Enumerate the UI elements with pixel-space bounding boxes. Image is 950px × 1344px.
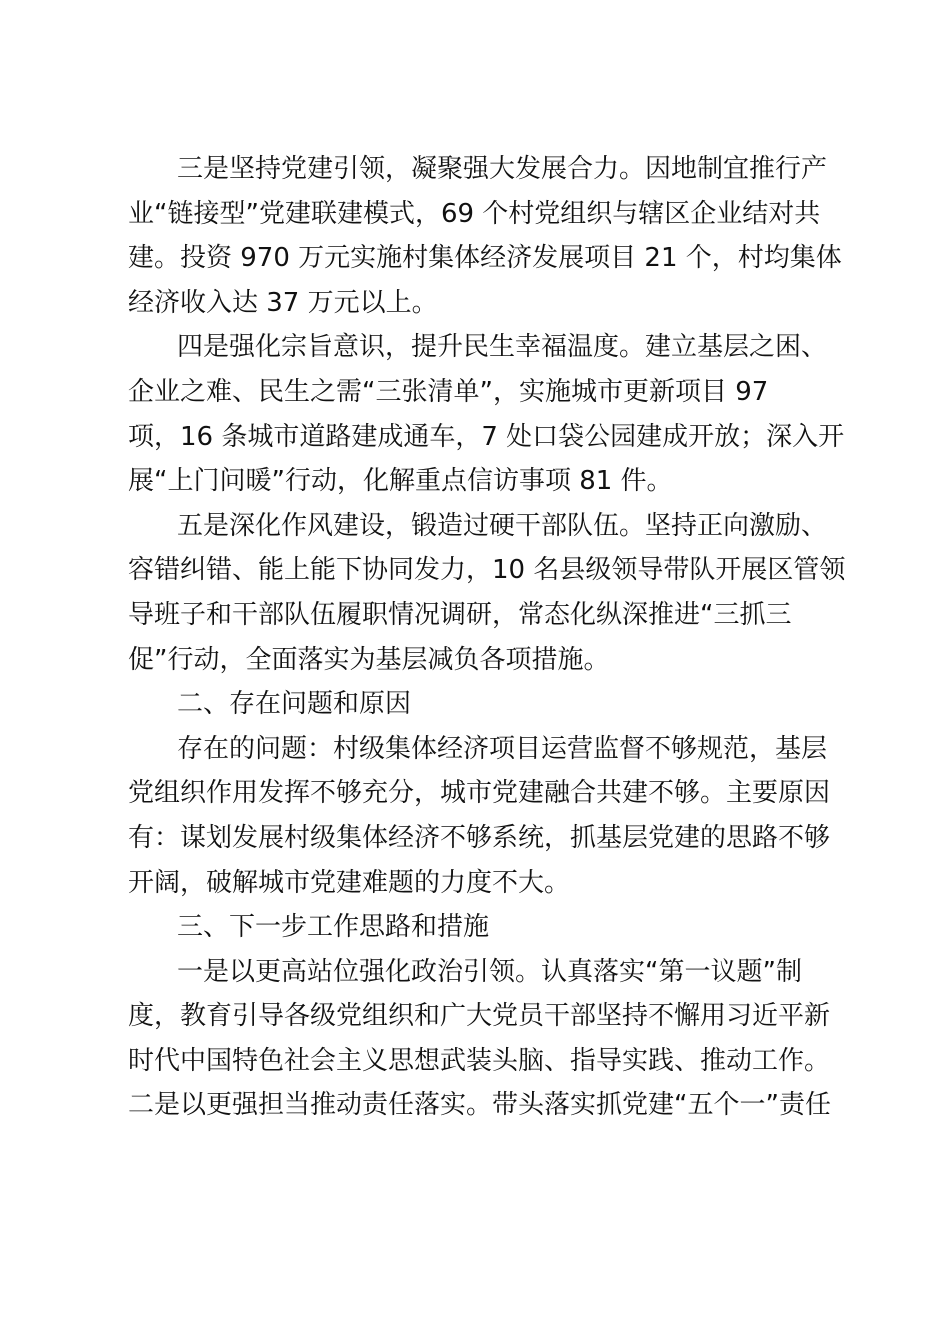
paragraph-line: 四是强化宗旨意识，提升民生幸福温度。建立基层之困、 xyxy=(177,332,828,363)
paragraph-line: 业“链接型”党建联建模式，69 个村党组织与辖区企业结对共 xyxy=(128,198,821,229)
paragraph-line: 容错纠错、能上能下协同发力，10 名县级领导带队开展区管领 xyxy=(128,555,846,586)
document-body xyxy=(128,147,846,1128)
paragraph-line: 有：谋划发展村级集体经济不够系统，抓基层党建的思路不够 xyxy=(128,822,831,853)
section-heading: 二、存在问题和原因 xyxy=(177,689,412,720)
paragraph-line: 促”行动，全面落实为基层减负各项措施。 xyxy=(128,644,610,675)
paragraph-line: 五是深化作风建设，锻造过硬干部队伍。坚持正向激励、 xyxy=(177,510,828,541)
paragraph-line: 经济收入达 37 万元以上。 xyxy=(128,287,438,318)
paragraph-line: 二是以更强担当推动责任落实。带头落实抓党建“五个一”责任 xyxy=(128,1090,831,1121)
paragraph-line: 项，16 条城市道路建成通车，7 处口袋公园建成开放；深入开 xyxy=(128,421,845,452)
paragraph-line: 开阔，破解城市党建难题的力度不大。 xyxy=(128,867,571,898)
paragraph-line: 展“上门问暖”行动，化解重点信访事项 81 件。 xyxy=(128,466,673,497)
paragraph-line: 一是以更高站位强化政治引领。认真落实“第一议题”制 xyxy=(177,956,802,987)
paragraph-line: 导班子和干部队伍履职情况调研，常态化纵深推进“三抓三 xyxy=(128,599,792,630)
paragraph-line: 党组织作用发挥不够充分，城市党建融合共建不够。主要原因 xyxy=(128,778,831,809)
section-heading: 三、下一步工作思路和措施 xyxy=(177,912,490,943)
paragraph-line: 企业之难、民生之需“三张清单”，实施城市更新项目 97 xyxy=(128,376,769,407)
paragraph-line: 建。投资 970 万元实施村集体经济发展项目 21 个，村均集体 xyxy=(128,243,842,274)
paragraph-line: 度，教育引导各级党组织和广大党员干部坚持不懈用习近平新 xyxy=(128,1001,831,1032)
paragraph-line: 三是坚持党建引领，凝聚强大发展合力。因地制宜推行产 xyxy=(177,154,828,184)
paragraph-line: 时代中国特色社会主义思想武装头脑、指导实践、推动工作。 xyxy=(128,1045,831,1076)
paragraph-line: 存在的问题：村级集体经济项目运营监督不够规范，基层 xyxy=(177,733,828,764)
